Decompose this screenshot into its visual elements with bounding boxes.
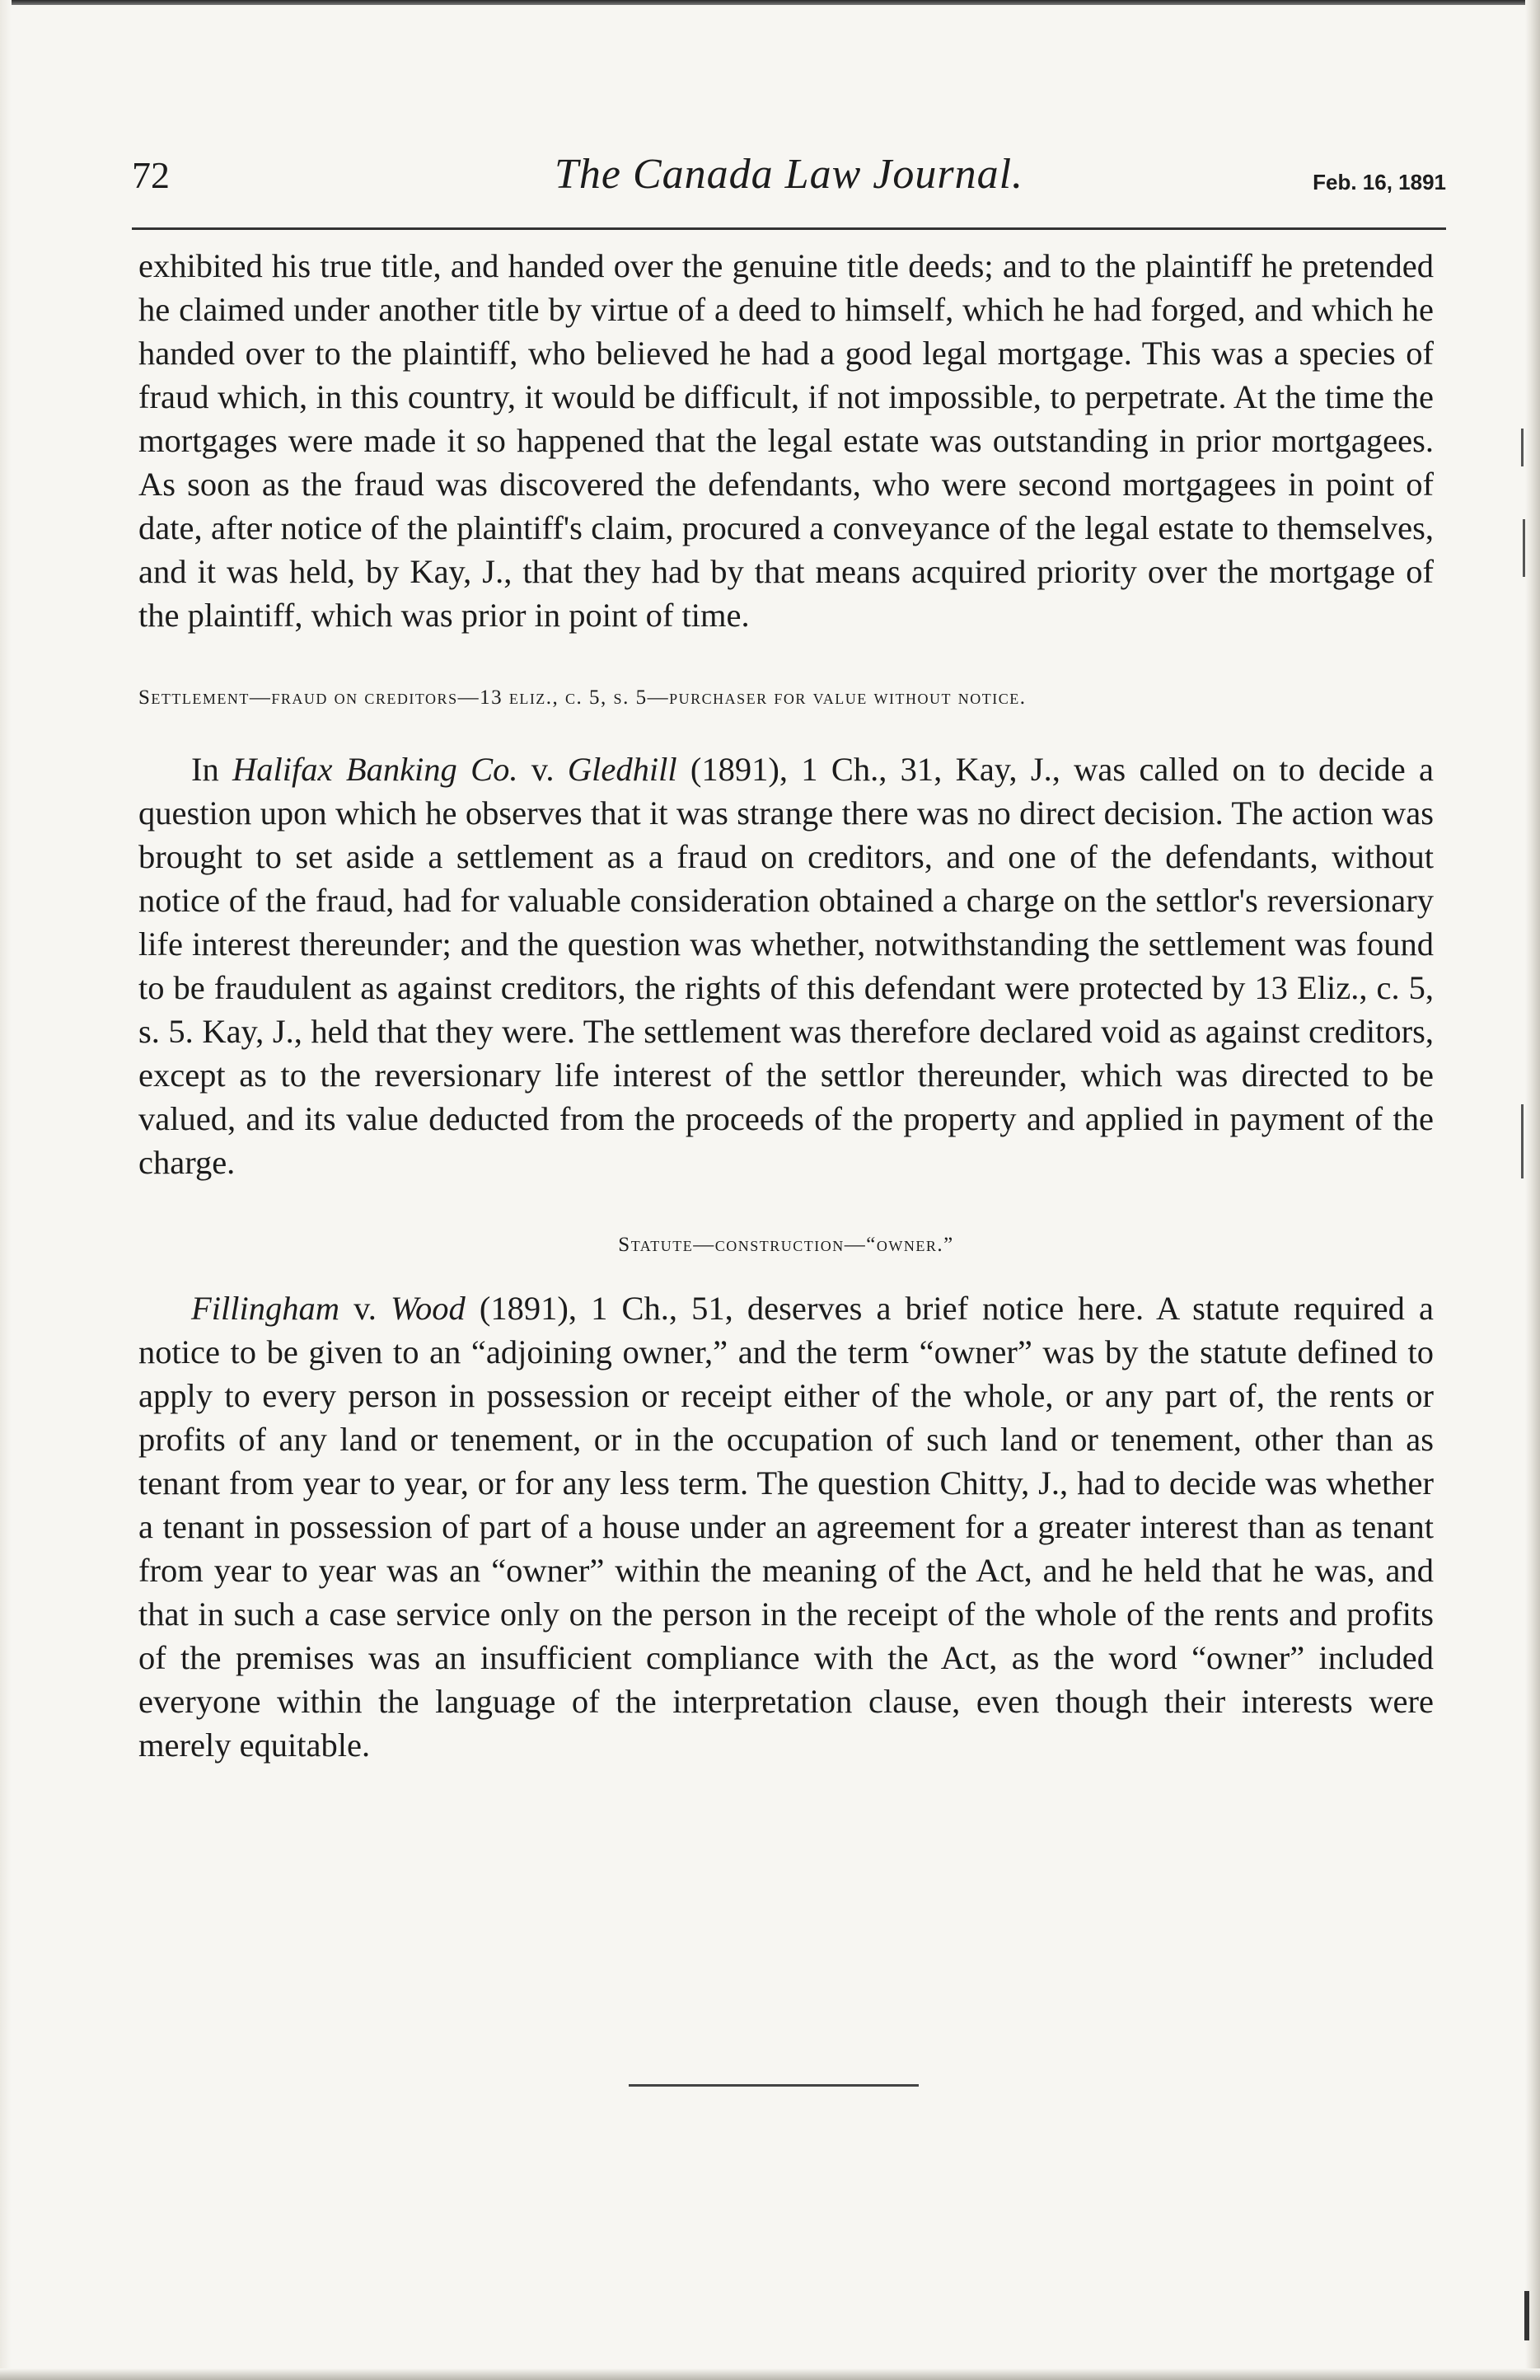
- page-left-edge: [0, 0, 12, 2380]
- issue-date: Feb. 16, 1891: [1313, 170, 1446, 194]
- case-name-wood: Wood: [391, 1290, 466, 1327]
- lead-text: In: [191, 751, 233, 788]
- margin-mark: [1523, 519, 1525, 577]
- paragraph-body: (1891), 1 Ch., 51, deserves a brief notice here. A statute required a notice to be given to an “adjoining owner,” and the term “owner” was by the statute defined to apply to every person in possession or receipt either of the whole, or any part of, the rents or profits of any land or tenement, or in the occupation of such land or tenement, other than as tenant from year to year, or for any less term. The question Chitty, J., had to decide was whether a tenant in possession of part of a house under an agreement for a greater interest than as tenant from year to year was an “owner” within the meaning of the Act, and he held that he was, and that in such a case service only on the person in the receipt of the whole of the rents and profits of the premises was an insufficient compliance with the Act, as the word “owner” included everyone within the language of the interpretation clause, even though their interests were merely equitable.: [138, 1290, 1434, 1764]
- case-name-fillingham: Fillingham: [191, 1290, 339, 1327]
- margin-mark: [1524, 2291, 1529, 2340]
- running-header: [132, 147, 1446, 213]
- versus-text: v.: [339, 1290, 391, 1327]
- versus-text: v.: [517, 751, 568, 788]
- header-rule: [132, 227, 1446, 230]
- margin-mark: [1521, 1104, 1524, 1178]
- page-number: 72: [132, 154, 170, 196]
- case-name-gledhill: Gledhill: [567, 751, 677, 788]
- paragraph-body: (1891), 1 Ch., 31, Kay, J., was called on to decide a question upon which he observes that it was strange there was no direct decision. The action was brought to set aside a settlement as a fraud on creditors, and one of the defendants, without notice of the fraud, had for valuable consideration obtained a charge on the settlor's reversionary life interest thereunder; and the question was whether, notwithstanding the settlement was found to be fraudulent as against creditors, the rights of this defendant were protected by 13 Eliz., c. 5, s. 5. Kay, J., held that they were. The settlement was therefore declared void as against creditors, except as to the reversionary life interest of the settlor thereunder, which was directed to be valued, and its value deducted from the proceeds of the property and applied in payment of the charge.: [138, 751, 1435, 1181]
- page-bottom-edge: [0, 2368, 1540, 2380]
- paragraph-halifax-banking: [138, 747, 1434, 1184]
- page-right-edge: [1525, 0, 1540, 2380]
- case-name-halifax: Halifax Banking Co.: [232, 751, 518, 788]
- journal-title: The Canada Law Journal.: [554, 151, 1024, 198]
- section-heading-settlement: Settlement—fraud on creditors—13 eliz., c. 5, s. 5—purchaser for value without notice.: [138, 686, 1027, 709]
- margin-mark: [1521, 429, 1524, 466]
- paragraph-fillingham: [138, 1286, 1434, 1767]
- end-rule: [629, 2084, 919, 2087]
- page-top-edge: [0, 0, 1540, 5]
- article-body: [138, 244, 1434, 1767]
- intro-paragraph: exhibited his true title, and handed over the genuine title deeds; and to the plaintiff he pretended he claimed under another title by virtue of a deed to himself, which he had forged, and which he handed over to the plaintiff, who believed he had a good legal mortgage. This was a species of fraud which, in this country, it would be difficult, if not impossible, to perpetrate. At the time the mortgages were made it so happened that the legal estate was outstanding in prior mortgagees. As soon as the fraud was discovered the defendants, who were second mortgagees in point of date, after notice of the plaintiff's claim, procured a conveyance of the legal estate to themselves, and it was held, by Kay, J., that they had by that means acquired priority over the mortgage of the plaintiff, which was prior in point of time.: [138, 247, 1434, 634]
- section-heading-statute: Statute—construction—“owner.”: [618, 1234, 954, 1256]
